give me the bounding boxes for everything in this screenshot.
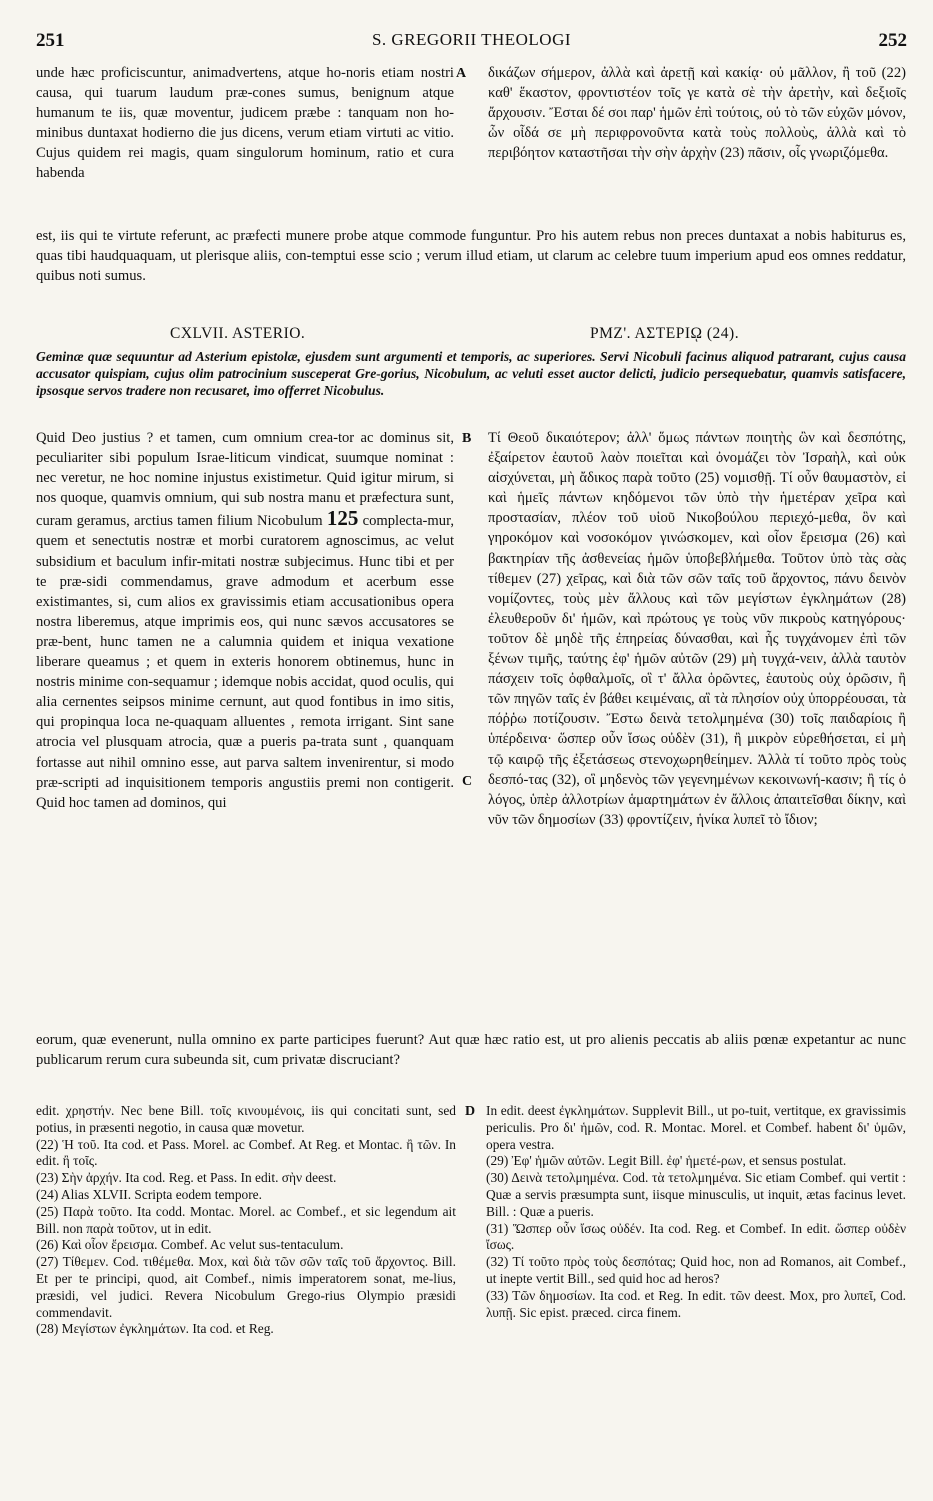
latin-column-continued: unde hæc proficiscuntur, animadvertens, atque ho-noris etiam nostri causa, qui tuarum laudum præ-cones sumus, benignum atque humanum te iis, quæ moventur, judicem præbe : tanquam non ho-minibus duntaxat hodierno die jus dicens, verum etiam virtuti ac vitio. Cujus quidem rei magis, quam singulorum hominum, ratio et cura habenda [36,65,454,182]
footnote: (24) Alias XLVII. Scripta eodem tempore. [36,1186,262,1202]
margin-letter-d: D [465,1104,476,1119]
footnote: (29) Ἐφ' ἡμῶν αὐτῶν. Legit Bill. ἐφ' ἡμετέ-ρων, et sensus postulat. [486,1153,847,1169]
footnote: (30) Δεινὰ τετολμημένα. Cod. τὰ τετολμημένα. Sic etiam Combef. qui vertit : Quæ a servis præsumpta sunt, iisque minusculis, ut inquit, ætas facinus levet. Bill. : Quæ a pueris. [486,1170,906,1219]
page-number-left: 251 [36,30,65,51]
letter-greek-column: Τί Θεοῦ δικαιότερον; ἀλλ' ὅμως πάντων ποιητὴς ὢν καὶ δεσπότης, ἐξαίρετον ἑαυτοῦ λαὸν ποιεῖται καὶ ὀνομάζει τὸν Ἰσραὴλ, καὶ οὐκ αἰσχύνεται, μὴ ἄδικος παρὰ τοῦτο (25) νομισθῇ. Τί οὖν θαυμαστὸν, εἰ καὶ ἡμεῖς πάντων κηδόμενοι τῶν ὑπὸ τὴν ἡμετέραν χεῖρα καὶ προστασίαν, πλέον τοῦ υἱοῦ Νικοβούλου περιεχό-μεθα, ὃν καὶ γηροκόμον καὶ νοσοκόμον γινώσκομεν, καὶ οἷον ἔρεισμα (26) καὶ βακτηρίαν τῆς ἀσθενείας ἡμῶν ὑποβεβλήμεθα. Τοῦτον ὑπὸ τὰς σὰς τίθεμεν (27) χεῖρας, καὶ διὰ τῶν σῶν ταῖς τοῦ ἄρχοντος, πάνυ δεινὸν νομίζοντες, τοὺς μὲν ἄλλους καὶ τῶν μεγίστων ἐγκλημάτων (28) ἐλευθεροῦν δι' ἡμῶν, καὶ πρώτους γε τοὺς νῦν πικροὺς κατηγόρους· τοῦτον δὲ μηδὲ τῆς ἐπηρείας δύνασθαι, καὶ ἧς τυγχάνομεν ἐπὶ τῶν ξένων τιμῆς, ταύτης ἐφ' ἡμῶν αὐτῶν (29) μὴ τυγχά-νειν, ἀλλὰ ταυτὸν πάσχειν τοῖς ὀφθαλμοῖς, οἳ τ' ἄλλα ὁρῶντες, ἑαυτοὺς οὐχ ὁρῶσιν, ἢ τῶν πηγῶν ταῖς ἐν βάθει κειμέναις, αἳ τὰ πλησίον οὐχ ὑπορρέουσαι, τὰ πόῤῥω ποτίζουσιν. Ἔστω δεινὰ τετολμημένα (30) τοῖς παιδαρίοις ἢ ὑπέρδεινα· ὥσπερ οὖν ἴσως οὐδὲν (31), ἢ μικρὸν εὑρεθήσεται, εἰ μὴ τῷ καιρῷ τῆς ἐξετάσεως στενοχωρηθείημεν. Ἀλλὰ τί τοῦτο πρὸς τοὺς δεσπό-τας (32), οἳ μηδενὸς τῶν γεγενημένων κεκοινωνή-κασιν; ἢ τίς ὁ λόγος, ὑπὲρ ἀλλοτρίων ἁμαρτημάτων ἐν ἄλλοις ἀπαιτεῖσθαι δίκην, καὶ νῦν τῶν δημοσίων (33) φροντίζειν, ἡνίκα λυπεῖ τὸ ἴδιον; [488,430,906,828]
letter-latin-text-part2: complecta-mur, quem et senectutis nostræ et morbi curatorem agnoscimus, ac velut subsidium et baculum infir-mitati nostræ subjecimus. Hunc tibi et per te præ-sidi commendamus, grave admodum et acerbum esse existimantes, si, cum alios ex gravissimis etiam accusationibus opera nostra liberemus, atque imprimis eos, qui nunc sævos accusatores se præ-bent, hunc tamen ne a calumnia quidem et iniqua vexatione liberare queamus ; et quem in exteris honorem obtinemus, hunc in nostris minime con-sequamur ; idemque nobis accidat, quod oculis, qui alia cernentes seipsos minime cernunt, aut quod fontibus in imo sitis, qui propinqua loca ne-quaquam alluentes , remota irrigant. Sint sane atrocia vel plusquam atrocia, quæ a pueris pa-trata sunt , quanquam fortasse aut nihil omnino esse, aut parva saltem invenirentur, si modo præ-scripti ad inquisitionem temporis angustiis premi non contigerit. Quid hoc tamen ad dominos, qui [36,513,454,811]
footnote: (33) Τῶν δημοσίων. Ita cod. et Reg. In edit. τῶν deest. Mox, pro λυπεῖ, Cod. λυπῇ. Sic epist. præced. circa finem. [486,1287,906,1320]
latin-full-width-continued: est, iis qui te virtute referunt, ac præfecti munere probe atque commode funguntur. Pro his autem rebus non preces duntaxat a nobis habiturus es, quas tibi haudquaquam, ut plerisque aliis, con-temptui esse scio ; verum illud etiam, ut clarum ac celebre tuum imperium apud eos omnes reddatur, quibus noti sumus. [36,228,906,285]
letter-latin-text-part1: Quid Deo justius ? et tamen, cum omnium crea-tor ac dominus sit, peculiariter sibi populum Israe-liticum vindicat, suumque nominat : nec veretur, ne hoc nomine injustus existimetur. Quid igitur mirum, si nos quoque, quamvis omnium, qui sub nostra manu et præfectura sunt, curam geramus, arctius tamen filium Nicobulum [36,430,454,530]
footnote: (23) Σὴν ἀρχήν. Ita cod. Reg. et Pass. In edit. σὴν deest. [36,1170,337,1186]
page-number-right: 252 [878,30,907,51]
footnote: In edit. deest ἐγκλημάτων. Supplevit Bill., ut po-tuit, vertitque, ex gravissimis periculis. Pro δι' ἡμῶν, cod. R. Montac. Morel. et Combef. habent δι' ὑμῶν, opera vestra. [486,1103,906,1152]
letter-title-latin: CXLVII. ASTERIO. [170,325,306,342]
greek-column-continued: δικάζων σήμερον, ἀλλὰ καὶ ἀρετῇ καὶ κακίᾳ· οὐ μᾶλλον, ἢ τοῦ (22) καθ' ἕκαστον, φροντιστέον τοῖς γε κατὰ σὲ τὴν ἀρετὴν, καὶ δεξιοῖς ἄρχουσιν. Ἔσται δέ σοι παρ' ἡμῶν ἐπὶ τούτοις, οὐ τὸ τῶν εὐχῶν μόνον, ὧν οἶδά σε μὴ περιφρονοῦντα κατὰ τοὺς πολλοὺς, ἀλλὰ καὶ τὸ περιβόητον καταστῆσαι τὴν σὴν ἀρχὴν (23) πᾶσιν, οἷς γνωριζόμεθα. [488,65,906,162]
margin-letter-a: A [456,66,467,81]
margin-letter-b: B [462,431,472,446]
letter-summary: Geminæ quæ sequuntur ad Asterium epistolæ, ejusdem sunt argumenti et temporis, ac superiores. Servi Nicobuli facinus aliquod patrarant, cujus causa accusator quispiam, cujus olim patrocinium susceperat Gre-gorius, Nicobulum, ac veluti esset auctor delicti, judicio persequebatur, quamvis satisfacere, ipsosque servos tradere non recusaret, imo offerret Nicobulus. [36,349,906,399]
footnote: (27) Τίθεμεν. Cod. τιθέμεθα. Mox, καὶ διὰ τῶν σῶν ταῖς τοῦ ἄρχοντος. Bill. Et per te principi, quod, ait Combef., nimis imperatorem sonat, me-lius, præsidi, vel judici. Revera Nicobulum Grego-rius Olympio præsidi commendavit. [36,1254,456,1320]
footnote: (32) Τί τοῦτο πρὸς τοὺς δεσπότας; Quid hoc, non ad Romanos, ait Combef., ut inepte vertit Bill., sed quid hoc ad heros? [486,1254,906,1286]
footnote: (22) Ἡ τοῦ. Ita cod. et Pass. Morel. ac Combef. At Reg. et Montac. ἢ τῶν. In edit. ἢ τοῖς. [36,1136,456,1169]
footnote: (25) Παρὰ τοῦτο. Ita codd. Montac. Morel. ac Combef., et sic legendum ait Bill. non παρὰ τοῦτον, ut in edit. [36,1203,456,1236]
section-number: 125 [326,506,359,531]
footnote: edit. χρηστήν. Nec bene Bill. τοῖς κινουμένοις, iis qui concitati sunt, sed potius, in præsenti negotio, in causa quæ movetur. [36,1103,456,1135]
footnotes-right [486,1103,906,1321]
page-header [36,30,907,56]
footnote: (31) Ὥσπερ οὖν ἴσως οὐδέν. Ita cod. Reg. et Combef. In edit. ὥσπερ οὐδὲν ἴσως. [486,1220,906,1253]
letter-latin-column [36,428,454,813]
letter-title-greek: ΡΜΖ'. ΑΣΤΕΡΙῼ (24). [590,325,740,342]
letter-latin-full-width: eorum, quæ evenerunt, nulla omnino ex parte participes fuerunt? Aut quæ hæc ratio est, ut pro alienis peccatis ab aliis pœnæ expetantur ac nunc publicarum rerum cura subeunda sit, cum privatæ discruciant? [36,1032,906,1069]
footnotes-left [36,1103,456,1338]
margin-letter-c: C [462,774,473,789]
running-title: S. GREGORII THEOLOGI [371,30,572,49]
footnote: (26) Καὶ οἷον ἔρεισμα. Combef. Ac velut sus-tentaculum. [36,1237,344,1253]
footnote: (28) Μεγίστων ἐγκλημάτων. Ita cod. et Reg. [36,1321,274,1337]
